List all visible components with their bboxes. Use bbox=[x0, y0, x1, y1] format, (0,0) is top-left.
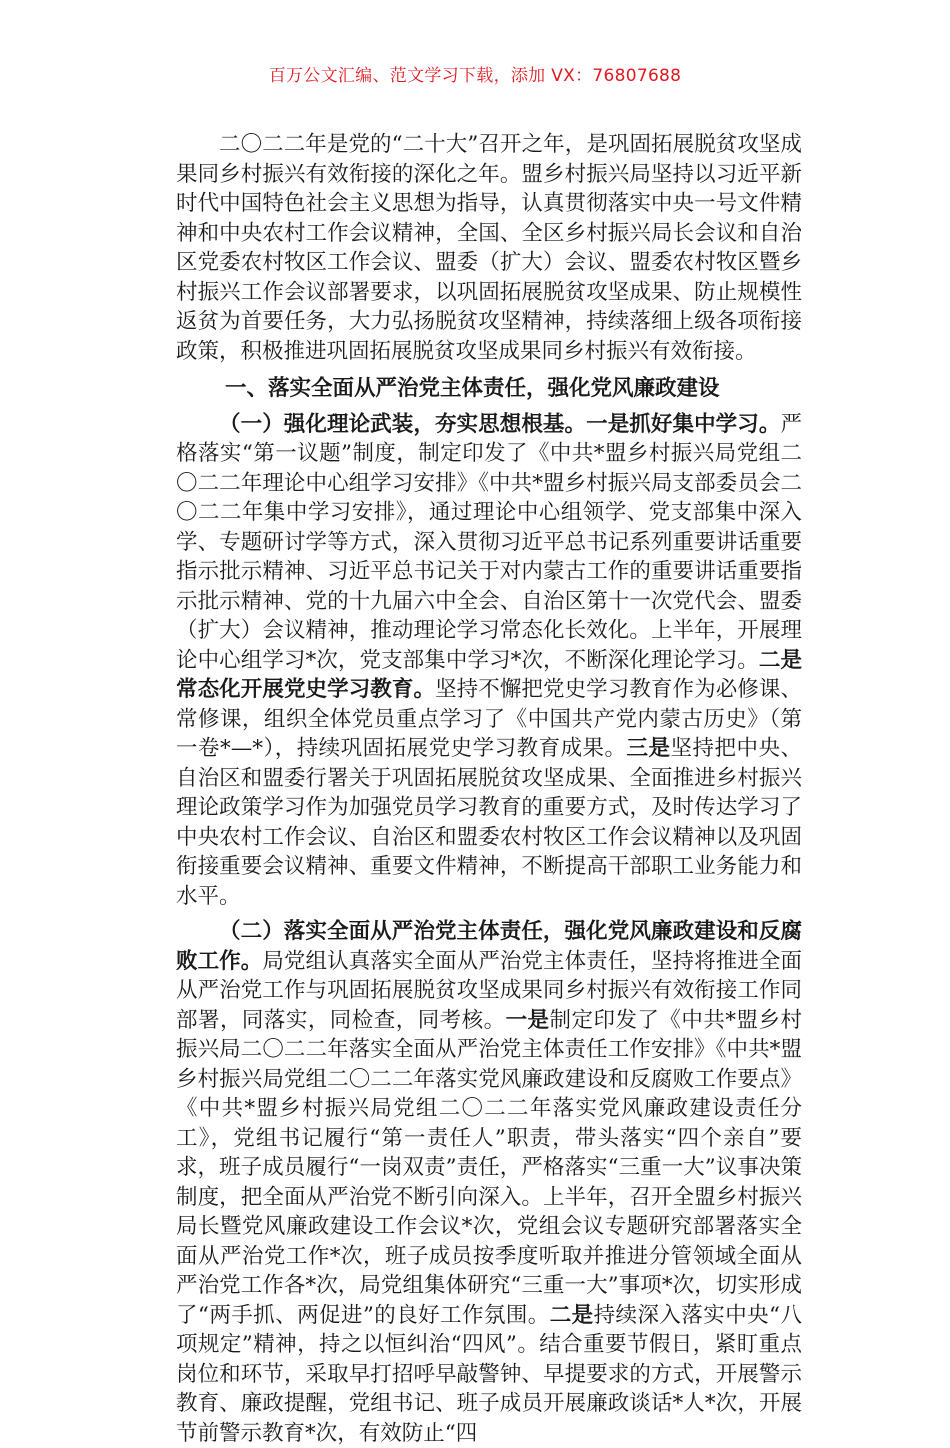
subsection-1-title: （一）强化理论武装，夯实思想根基。 bbox=[219, 411, 587, 437]
subsection-2-point-1-text: 制定印发了《中共*盟乡村振兴局二〇二二年落实全面从严治党主体责任工作安排》《中共*盟乡村振兴局党组二〇二二年落实党风廉政建设和反腐败工作要点》《中共*盟乡村振兴局党组二〇二二年落实党风廉政建设责任分工》，党组书记履行“第一责任人”职责，带头落实“四个亲自”要求，班子成员履行“一岗双责”责任，严格落实“三重一大”议事决策制度，把全面从严治党不断引向深入。上半年，召开全盟乡村振兴局长暨党风廉政建设工作会议*次，党组会议专题研究部署落实全面从严治党工作*次，班子成员按季度听取并推进分管领域全面从严治党工作各*次，局党组集体研究“三重一大”事项*次，切实形成了“两手抓、两促进”的良好工作氛围。 bbox=[176, 1007, 802, 1328]
subsection-1-paragraph bbox=[176, 410, 802, 912]
subsection-2-point-1-label: 一是 bbox=[505, 1007, 550, 1033]
subsection-2-paragraph bbox=[176, 917, 802, 1448]
subsection-1-point-3-text: 坚持把中央、自治区和盟委行署关于巩固拓展脱贫攻坚成果、全面推进乡村振兴理论政策学习作为加强党员学习教育的重要方式，及时传达学习了中央农村工作会议、自治区和盟委农村牧区工作会议精神以及巩固衔接重要会议精神、重要文件精神，不断提高干部职工业务能力和水平。 bbox=[176, 736, 802, 909]
subsection-1-point-1-label: 一是抓好集中学习。 bbox=[586, 411, 781, 437]
subsection-1-point-2-label: 二是常态化开展党史学习教育。 bbox=[176, 647, 802, 702]
subsection-2-point-2-text: 持续深入落实中央“八项规定”精神，持之以恒纠治“四风”。结合重要节假日，紧盯重点岗位和环节，采取早打招呼早敲警钟、早提要求的方式，开展警示教育、廉政提醒，党组书记、班子成员开展廉政谈话*人*次，开展节前警示教育*次，有效防止“四 bbox=[176, 1302, 802, 1446]
subsection-2-lead: 局党组认真落实全面从严治党主体责任，坚持将推进全面从严治党工作与巩固拓展脱贫攻坚成果同乡村振兴有效衔接工作同部署，同落实，同检查，同考核。 bbox=[176, 948, 802, 1033]
subsection-2-title: （二）落实全面从严治党主体责任，强化党风廉政建设和反腐败工作。 bbox=[176, 919, 802, 974]
subsection-1-point-3-label: 三是 bbox=[626, 736, 671, 761]
watermark-header: 百万公文汇编、范文学习下载，添加 VX：76807688 bbox=[268, 66, 682, 86]
subsection-1-point-1-text: 严格落实“第一议题”制度，制定印发了《中共*盟乡村振兴局党组二〇二二年理论中心组学习安排》《中共*盟乡村振兴局支部委员会二〇二二年集中学习安排》，通过理论中心组领学、党支部集中深入学、专题研讨学等方式，深入贯彻习近平总书记系列重要讲话重要指示批示精神、习近平总书记关于对内蒙古工作的重要讲话重要指示批示精神、党的十九届六中全会、自治区第十一次党代会、盟委（扩大）会议精神，推动理论学习常态化长效化。上半年，开展理论中心组学习*次，党支部集中学习*次，不断深化理论学习。 bbox=[176, 411, 802, 673]
subsection-1-point-2-text: 坚持不懈把党史学习教育作为必修课、常修课，组织全体党员重点学习了《中国共产党内蒙古历史》（第一卷*—*），持续巩固拓展党史学习教育成果。 bbox=[176, 677, 802, 761]
document-body bbox=[176, 130, 802, 1448]
subsection-2-point-2-label: 二是 bbox=[549, 1302, 594, 1328]
intro-paragraph: 二〇二二年是党的“二十大”召开之年，是巩固拓展脱贫攻坚成果同乡村振兴有效衔接的深化之年。盟乡村振兴局坚持以习近平新时代中国特色社会主义思想为指导，认真贯彻落实中央一号文件精神和中央农村工作会议精神，全国、全区乡村振兴局长会议和自治区党委农村牧区工作会议、盟委（扩大）会议、盟委农村牧区暨乡村振兴工作会议部署要求，以巩固拓展脱贫攻坚成果、防止规模性返贫为首要任务，大力弘扬脱贫攻坚精神，持续落细上级各项衔接政策，积极推进巩固拓展脱贫攻坚成果同乡村振兴有效衔接。 bbox=[176, 132, 802, 364]
section-heading-1: 一、落实全面从严治党主体责任，强化党风廉政建设 bbox=[225, 376, 720, 401]
